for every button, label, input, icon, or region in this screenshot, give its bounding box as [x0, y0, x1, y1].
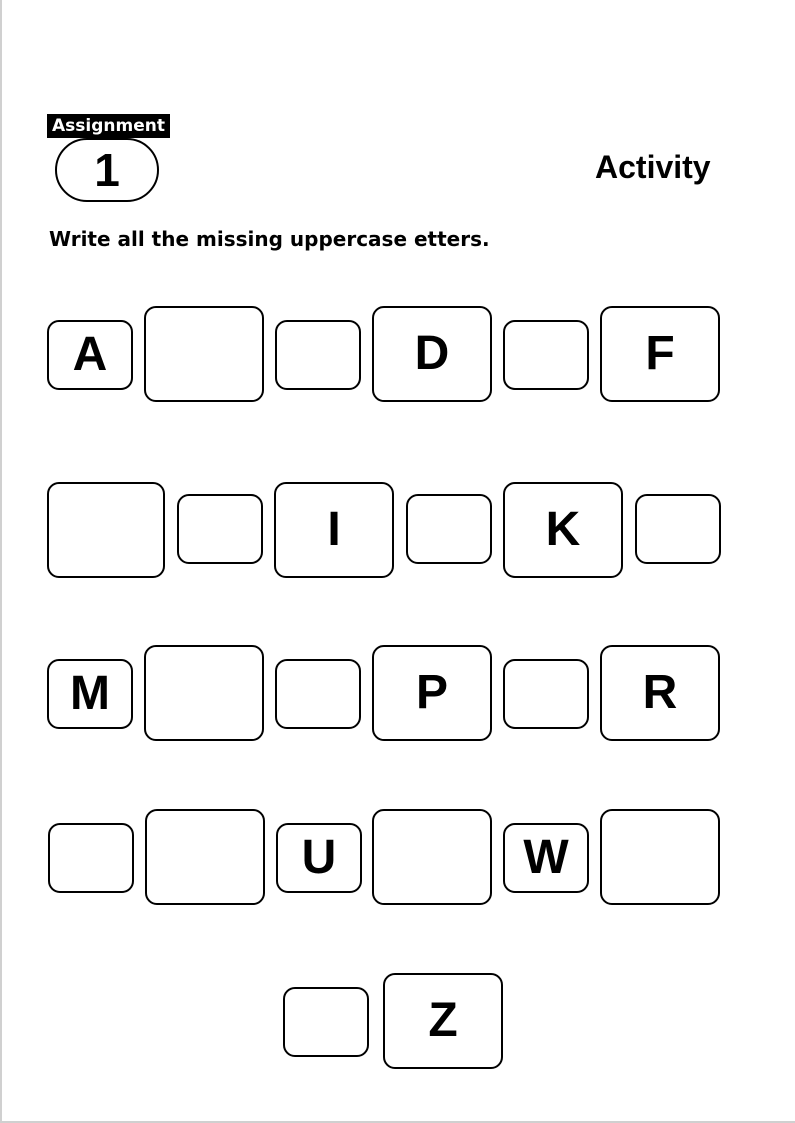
letter-box[interactable]	[372, 645, 492, 741]
letter: P	[415, 666, 448, 719]
letter: R	[642, 666, 678, 719]
page-border-left	[0, 0, 2, 1123]
letter-box[interactable]	[635, 494, 721, 564]
letter-box[interactable]	[372, 306, 492, 402]
letter: D	[414, 327, 450, 380]
letter-box[interactable]	[48, 823, 134, 893]
letter-box[interactable]	[503, 659, 589, 729]
letter-box[interactable]	[275, 320, 361, 390]
letter-box[interactable]	[144, 645, 264, 741]
letter-box[interactable]	[275, 659, 361, 729]
letter-box[interactable]	[283, 987, 369, 1057]
letter-box[interactable]	[503, 320, 589, 390]
letter-box[interactable]	[383, 973, 503, 1069]
letter-box[interactable]	[600, 645, 720, 741]
letter-box[interactable]	[144, 306, 264, 402]
letter-box[interactable]	[503, 482, 623, 578]
instruction-text: Write all the missing uppercase etters.	[49, 227, 490, 251]
letter-box[interactable]	[276, 823, 362, 893]
letter: M	[70, 667, 110, 720]
letter-box[interactable]	[600, 306, 720, 402]
letter-box[interactable]	[47, 482, 165, 578]
letter: K	[545, 503, 581, 556]
letter: Z	[428, 994, 458, 1047]
letter-box[interactable]	[177, 494, 263, 564]
letter-box[interactable]	[503, 823, 589, 893]
letter-box[interactable]	[406, 494, 492, 564]
letter-box[interactable]	[47, 659, 133, 729]
assignment-number: 1	[94, 144, 120, 196]
letter: A	[72, 328, 108, 381]
letter-box[interactable]	[372, 809, 492, 905]
letter-box[interactable]	[145, 809, 265, 905]
letter: F	[645, 327, 675, 380]
assignment-label: Assignment	[47, 114, 170, 138]
page-title: Activity	[595, 149, 711, 185]
letter-box[interactable]	[274, 482, 394, 578]
letter-box[interactable]	[47, 320, 133, 390]
letter: W	[523, 831, 569, 884]
assignment-number-oval	[55, 138, 159, 202]
letter-box[interactable]	[600, 809, 720, 905]
letter: U	[301, 831, 337, 884]
letter: I	[327, 503, 341, 556]
